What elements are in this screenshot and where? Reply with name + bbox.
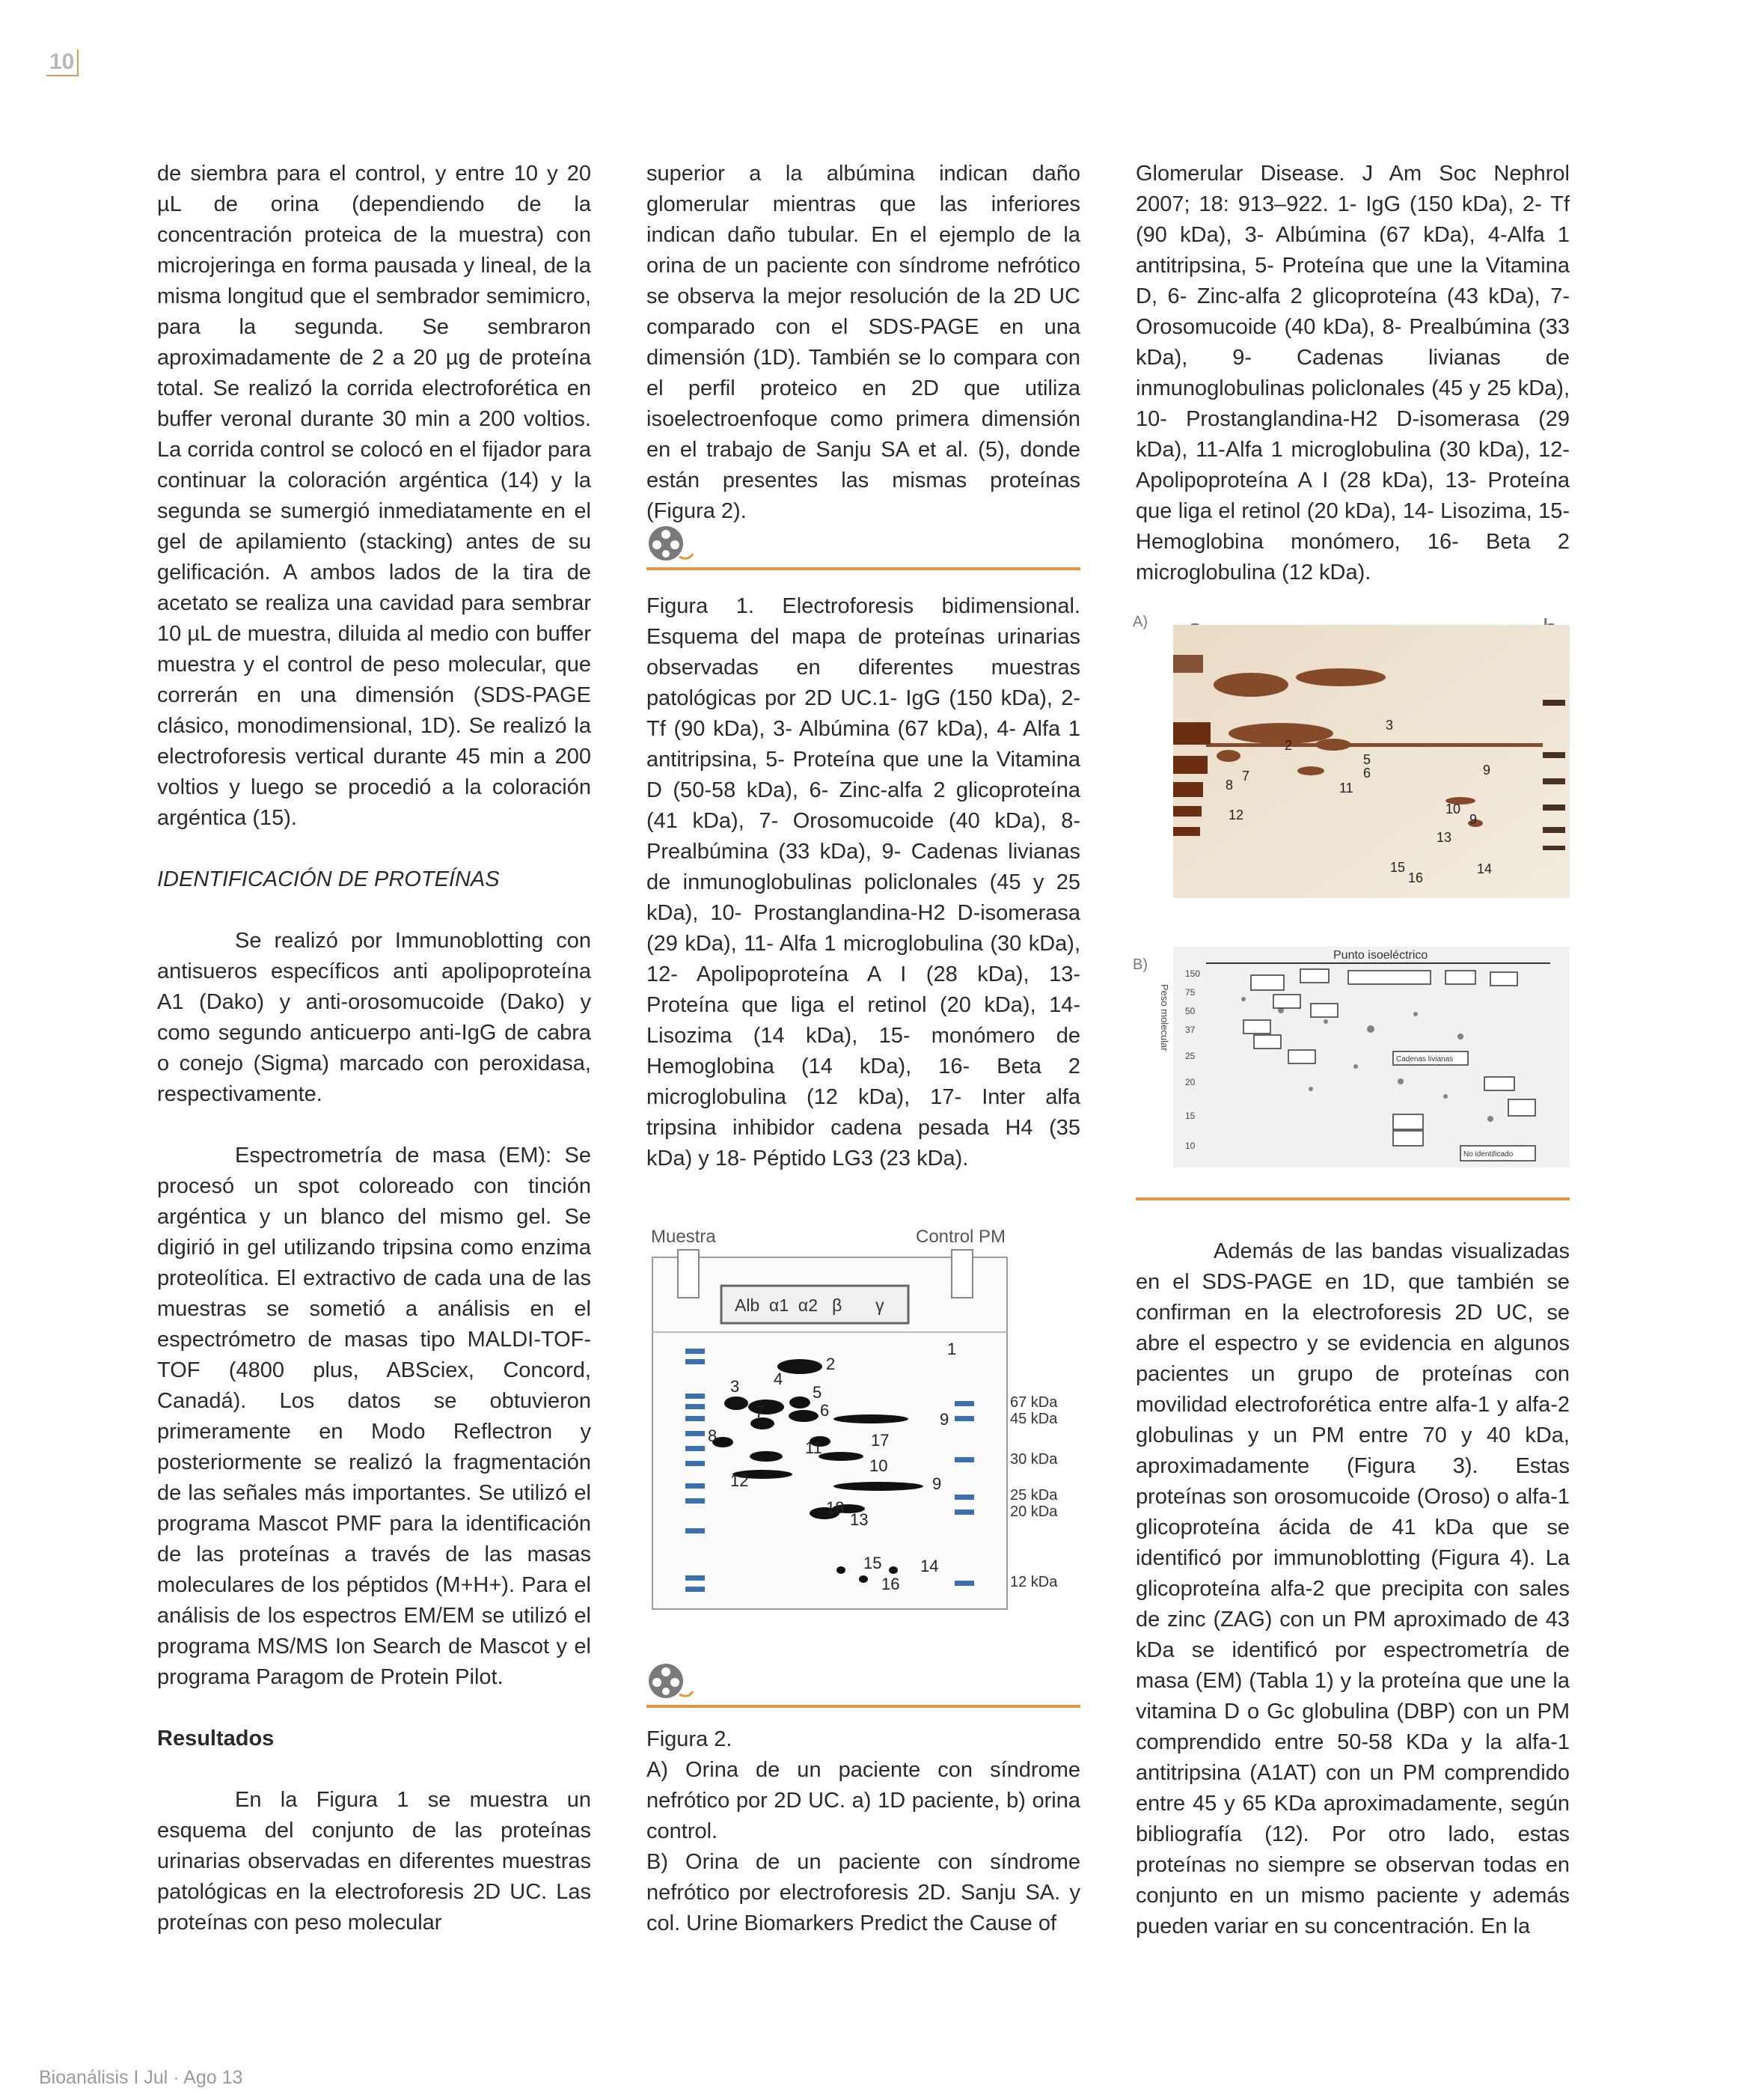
- fig2b-box-cadenas: Cadenas livianas: [1396, 1055, 1454, 1063]
- fig1-spot-6: 6: [820, 1401, 830, 1420]
- fig2a-n-14: 14: [1477, 861, 1493, 876]
- figure-2-caption-b: B) Orina de un paciente con síndrome nefrótico por electroforesis 2D. Sanju SA. y col. Urine Biomarkers Predict the Cause of: [646, 1850, 1080, 1935]
- fig2b-mw-1: 75: [1185, 987, 1196, 998]
- fig1-spot-1: 1: [947, 1340, 957, 1358]
- film-reel-icon: [646, 524, 699, 563]
- column-1: [157, 159, 591, 1938]
- figure-1-caption: Figura 1. Electroforesis bidimensional. Esquema del mapa de proteínas urinarias observadas en diferentes muestras patológicas por 2D UC.1- IgG (150 kDa), 2- Tf (90 kDa), 3- Albúmina (67 kDa), 4- Alfa 1 antitripsina, 5- Proteína que une la Vitamina D (50-58 kDa), 6- Zinc-alfa 2 glicoproteína (41 kDa), 7- Orosomucoide (40 kDa), 8- Prealbúmina (33 kDa), 9- Cadenas livianas de inmunoglobulinas policlonales (45 y 25 kDa), 10- Prostanglandina-H2 D-isomerasa (29 kDa), 11- Alfa 1 microglobulina (30 kDa), 12- Apolipoproteína A I (28 kDa), 13- Proteína que liga el retinol (20 kDa), 14- Lisozima (14 kDa), 15- monómero de Hemoglobina (14 kDa), 16- Beta 2 microglobulina (12 kDa), 17- Inter alfa tripsina inhibidor cadena pesada H4 (35 kDa) y 18- Péptido LG3 (23 kDa).: [646, 594, 1080, 1170]
- fig1-zones-label: Alb α1 α2 β γ: [735, 1295, 884, 1315]
- fig2b-mw-3: 37: [1185, 1025, 1196, 1035]
- col1-paragraph-1: de siembra para el control, y entre 10 y 20 µL de orina (dependiendo de la concentración proteica de la muestra) con microjeringa en forma pausada y lineal, de la misma longitud que el sembrador semimicro, para la segunda. Se sembraron aproximadamente de 2 a 20 µg de proteína total. Se realizó la corrida electroforética en buffer veronal durante 30 min a 200 voltios. La corrida control se colocó en el fijador para continuar la coloración argéntica (14) y la segunda se sumergió inmediatamente en el gel de apilamiento (stacking) antes de su gelificación. A ambos lados de la tira de acetato se realiza una cavidad para sembrar 10 µL de muestra, diluida al medio con buffer muestra y el control de peso molecular, que correrán en una dimensión (SDS-PAGE clásico, monodimensional, 1D). Se realizó la electroforesis vertical durante 45 min a 200 voltios y luego se procedió a la coloración argéntica (15).: [157, 162, 591, 830]
- results-title: Resultados: [157, 1727, 275, 1750]
- figure-2-caption: [646, 1724, 1080, 1939]
- fig1-spot-9: 9: [940, 1410, 949, 1429]
- fig2b-mw-6: 15: [1185, 1111, 1196, 1121]
- page-number: 10: [46, 49, 79, 76]
- fig1-spot-4: 4: [774, 1370, 783, 1388]
- fig2a-n-13: 13: [1437, 830, 1452, 845]
- fig1-spot-17: 17: [871, 1431, 890, 1450]
- figure-2b-2d-gel: [1131, 939, 1573, 1171]
- col2-paragraph-1: superior a la albúmina indican daño glomerular mientras que las inferiores indican daño tubular. En el ejemplo de la orina de un paciente con síndrome nefrótico se observa la mejor resolución de la 2D UC comparado con el SDS-PAGE en una dimensión (1D). También se lo compara con el perfil proteico en 2D que utiliza isoelectroenfoque como primera dimensión en el trabajo de Sanju SA et al. (5), donde están presentes las mismas proteínas (Figura 2).: [646, 162, 1080, 523]
- fig1-spot-10: 10: [869, 1456, 888, 1475]
- fig1-marker-25: 25 kDa: [1010, 1487, 1058, 1504]
- fig2a-n-8: 8: [1226, 778, 1234, 793]
- film-reel-icon: [646, 1661, 699, 1700]
- fig1-spot-15: 15: [863, 1554, 882, 1572]
- column-3: [1136, 159, 1570, 588]
- fig1-marker-45: 45 kDa: [1010, 1411, 1058, 1427]
- fig1-control-label: Control PM: [916, 1227, 1006, 1247]
- orange-divider: [646, 567, 1080, 570]
- column-3-continued: [1136, 1236, 1570, 1942]
- page-footer: Bioanálisis I Jul · Ago 13: [39, 2067, 243, 2088]
- fig2b-mw-2: 50: [1185, 1006, 1196, 1016]
- fig1-spot-13: 13: [850, 1510, 869, 1529]
- fig2a-n-2: 2: [1285, 738, 1293, 753]
- col3-paragraph-2: Además de las bandas visualizadas en el SDS-PAGE en 1D, que también se confirman en la electroforesis 2D UC, se abre el espectro y se evidencia en algunos pacientes un grupo de proteínas con movilidad electroforética entre alfa-1 y alfa-2 globulinas y un PM entre 70 y 40 kDa, aproximadamente (Figura 3). Estas proteínas son orosomucoide (Oroso) o alfa-1 glicoproteína ácida de 41 kDa que se identificó por immunoblotting (Figura 4). La glicoproteína alfa-2 que precipita con sales de zinc (ZAG) con un PM aproximado de 43 kDa se identificó por espectrometría de masa (EM) (Tabla 1) y la proteína que une la vitamina D o Gc globulina (DBP) con un PM comprendido entre 50-58 KDa y la alfa-1 antitripsina (A1AT) con un PM comprendido entre 45 y 65 KDa aproximadamente, según bibliografía (12). Por otro lado, estas proteínas no siempre se observan todas en conjunto en un mismo paciente y además pueden variar en su concentración. En la: [1136, 1239, 1570, 1938]
- figure-1-header: [646, 524, 1080, 570]
- fig1-marker-20: 20 kDa: [1010, 1504, 1058, 1520]
- fig2a-n-9: 9: [1483, 763, 1491, 778]
- fig1-muestra-label: Muestra: [651, 1227, 716, 1247]
- fig2-label-a: A): [1133, 614, 1148, 630]
- fig2a-n-9b: 9: [1469, 812, 1478, 827]
- fig2b-box-no-identificado: No identificado: [1463, 1150, 1514, 1159]
- fig2a-n-3: 3: [1386, 718, 1394, 733]
- figure-2-caption-a: A) Orina de un paciente con síndrome nefrótico por 2D UC. a) 1D paciente, b) orina control.: [646, 1758, 1080, 1843]
- fig2b-mw-0: 150: [1185, 968, 1201, 979]
- fig1-spot-18: 18: [826, 1498, 845, 1517]
- fig2b-title: Punto isoeléctrico: [1333, 949, 1428, 962]
- fig2a-n-6: 6: [1363, 766, 1371, 781]
- fig2b-mw-5: 20: [1185, 1077, 1196, 1087]
- fig1-spot-16: 16: [881, 1575, 900, 1593]
- fig2b-mw-7: 10: [1185, 1141, 1196, 1151]
- col3-paragraph-1: Glomerular Disease. J Am Soc Nephrol 2007; 18: 913–922. 1- IgG (150 kDa), 2- Tf (90 kDa), 3- Albúmina (67 kDa), 4-Alfa 1 antitripsina, 5- Proteína que une la Vitamina D, 6- Zinc-alfa 2 glicoproteína (43 kDa), 7- Orosomucoide (40 kDa), 8- Prealbúmina (33 kDa), 9- Cadenas livianas de inmunoglobulinas policlonales (45 y 25 kDa), 10- Prostanglandina-H2 D-isomerasa (29 kDa), 11-Alfa 1 microglobulina (30 kDa), 12-Apolipoproteína A I (28 kDa), 13- Proteína que liga el retinol (20 kDa), 14- Lisozima, 15- Hemoglobina monómero, 16- Beta 2 microglobulina (12 kDa).: [1136, 162, 1570, 584]
- orange-divider: [646, 1705, 1080, 1708]
- fig1-spot-7: 7: [755, 1402, 765, 1421]
- fig1-marker-67: 67 kDa: [1010, 1394, 1058, 1411]
- fig1-spot-11: 11: [805, 1438, 822, 1457]
- col1-paragraph-2: Se realizó por Immunoblotting con antisueros específicos anti apolipoproteína A1 (Dako) y anti-orosomucoide (Dako) y como segundo anticuerpo anti-IgG de cabra o conejo (Sigma) marcado con peroxidasa, respectivamente.: [157, 929, 591, 1106]
- fig2a-n-16: 16: [1408, 870, 1424, 885]
- fig2a-n-11: 11: [1339, 781, 1353, 796]
- figure-2-caption-title: Figura 2.: [646, 1727, 732, 1751]
- fig2b-axis-label: Peso molecular: [1159, 984, 1170, 1051]
- fig2a-n-10: 10: [1445, 802, 1461, 817]
- fig1-marker-12: 12 kDa: [1010, 1574, 1058, 1590]
- fig1-marker-30: 30 kDa: [1010, 1451, 1058, 1468]
- fig2-label-b: B): [1133, 956, 1148, 973]
- orange-divider: [1136, 1197, 1570, 1200]
- column-2: [646, 159, 1080, 527]
- fig1-spot-14: 14: [920, 1557, 939, 1575]
- fig2a-n-5: 5: [1363, 752, 1371, 767]
- col1-paragraph-4: En la Figura 1 se muestra un esquema del conjunto de las proteínas urinarias observadas en diferentes muestras patológicas en la electroforesis 2D UC. Las proteínas con peso molecular: [157, 1788, 591, 1935]
- fig1-spot-2: 2: [826, 1355, 836, 1373]
- figure-2-header: [646, 1661, 1080, 1708]
- col1-paragraph-3: Espectrometría de masa (EM): Se procesó un spot coloreado con tinción argéntica y un blanco del mismo gel. Se digirió in gel utilizando tripsina como enzima proteolítica. El extractivo de cada una de las muestras se sometió a análisis en el espectrómetro de masas tipo MALDI-TOF-TOF (4800 plus, ABSciex, Concord, Canadá). Los datos se obtuvieron primeramente en Modo Reflectron y posteriormente se realizó la fragmentación de las señales más importantes. Se utilizó el programa Mascot PMF para la identificación de las proteínas a través de las masas moleculares de los péptidos (M+H+). Para el análisis de los espectros EM/EM se utilizó el programa MS/MS Ion Search de Mascot y el programa Paragom de Protein Pilot.: [157, 1144, 591, 1689]
- fig1-spot-9b: 9: [932, 1474, 942, 1493]
- fig2b-mw-4: 25: [1185, 1051, 1196, 1061]
- fig1-spot-5: 5: [813, 1383, 822, 1402]
- figure-2a-silver-gel: [1131, 610, 1573, 902]
- fig1-spot-8: 8: [708, 1426, 718, 1445]
- fig1-spot-12: 12: [730, 1471, 749, 1490]
- fig2a-n-7: 7: [1242, 769, 1250, 784]
- section-title-identificacion: IDENTIFICACIÓN DE PROTEÍNAS: [157, 867, 500, 891]
- fig1-spot-3: 3: [730, 1377, 740, 1396]
- figure-1-gel-schematic: [646, 1220, 1080, 1624]
- fig2a-n-12: 12: [1229, 808, 1244, 822]
- fig2a-n-15: 15: [1390, 860, 1406, 875]
